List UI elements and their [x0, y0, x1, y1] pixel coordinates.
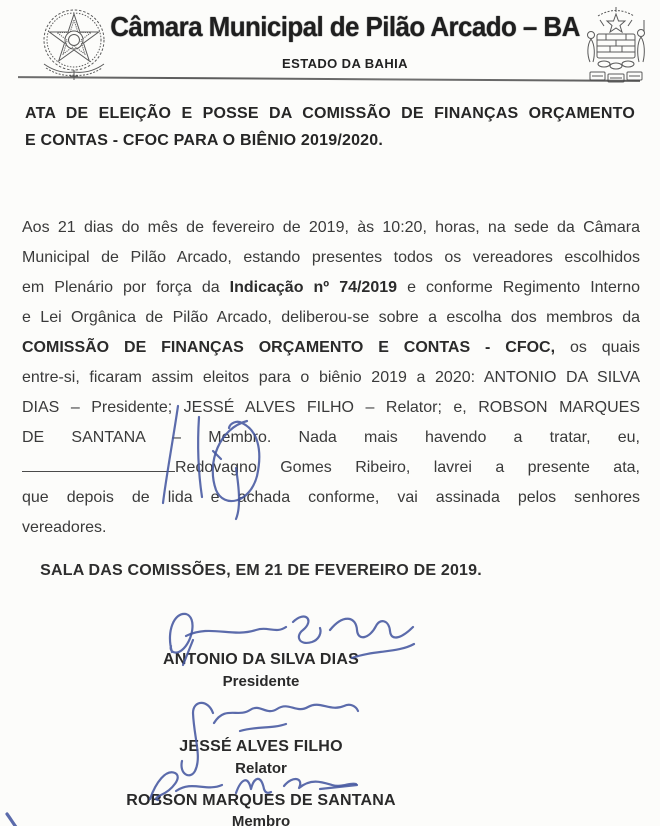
document-title-line: E CONTAS - CFOC PARA O BIÊNIO 2019/2020. — [25, 132, 384, 149]
document-title — [25, 100, 635, 154]
body-line: DE SANTANA – Membro. Nada mais havendo a tratar, eu, — [22, 429, 640, 446]
body-line: DIAS – Presidente; JESSÉ ALVES FILHO – Relator; e, ROBSON MARQUES — [22, 399, 640, 416]
body-line: entre-si, ficaram assim eleitos para o biênio 2019 a 2020: ANTONIO DA SILVA — [22, 369, 640, 386]
municipal-coat-of-arms-icon — [582, 2, 650, 90]
body-line: COMISSÃO DE FINANÇAS ORÇAMENTO E CONTAS - CFOC, os quais — [22, 339, 640, 356]
signatory-role: Relator — [235, 760, 287, 777]
body-line: vereadores. — [22, 519, 107, 536]
body-line: Municipal de Pilão Arcado, estando presentes todos os vereadores escolhidos — [22, 249, 640, 266]
body-line: Aos 21 dias do mês de fevereiro de 2019, às 10:20, horas, na sede da Câmara — [22, 219, 640, 236]
body-line: e Lei Orgânica de Pilão Arcado, deliberou-se sobre a escolha dos membros da — [22, 309, 640, 326]
body-line: Redovagno Gomes Ribeiro, lavrei a presente ata, — [22, 453, 640, 483]
document-title-line: ATA DE ELEIÇÃO E POSSE DA COMISSÃO DE FINANÇAS ORÇAMENTO — [25, 105, 635, 122]
closing-date-line: SALA DAS COMISSÕES, EM 21 DE FEVEREIRO DE 2019. — [40, 562, 482, 579]
body-line: que depois de lida e achada conforme, vai assinada pelos senhores — [22, 489, 640, 506]
signatory-name: JESSÉ ALVES FILHO — [179, 738, 343, 755]
body-line: em Plenário por força da Indicação nº 74/2019 e conforme Regimento Interno — [22, 279, 640, 296]
signature-blank-line — [22, 457, 175, 472]
brazil-coat-of-arms-icon — [30, 4, 118, 82]
header-title: Câmara Municipal de Pilão Arcado – BA — [110, 10, 580, 43]
signatory-role: Presidente — [222, 673, 300, 690]
signatory-name: ROBSON MARQUES DE SANTANA — [126, 792, 396, 809]
signatory-role: Membro — [231, 813, 291, 826]
body-paragraph — [22, 213, 640, 543]
header-subtitle: ESTADO DA BAHIA — [282, 56, 408, 71]
signatory-name: ANTONIO DA SILVA DIAS — [163, 651, 359, 668]
